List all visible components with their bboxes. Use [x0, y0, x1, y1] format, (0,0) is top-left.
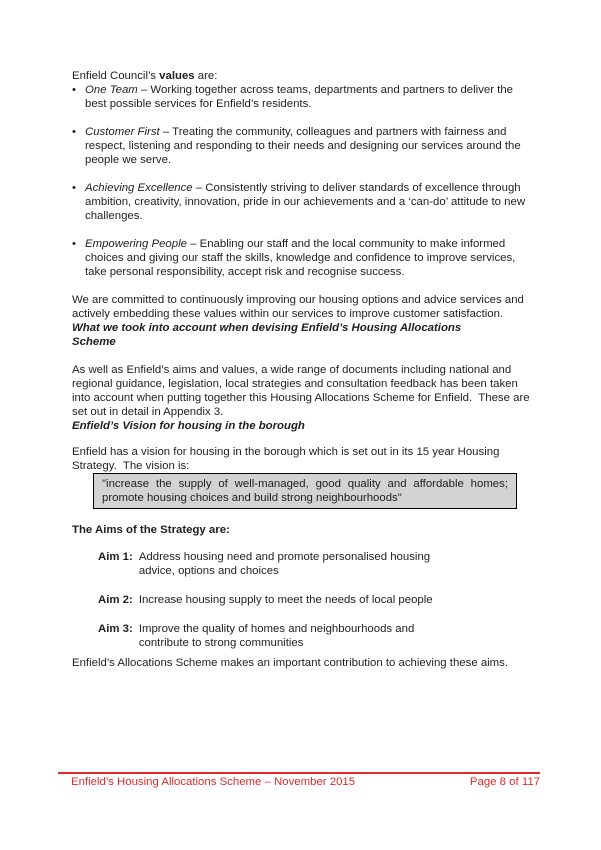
aim-item-2: [98, 593, 534, 607]
aim-item-1: [98, 550, 534, 578]
vision-quote-text: "increase the supply of well-managed, good quality and affordable homes; promote housing choices and build strong neighbourhoods": [102, 478, 508, 504]
closing-paragraph: Enfield’s Allocations Scheme makes an important contribution to achieving these aims.: [72, 657, 509, 669]
vision-heading: Enfield’s Vision for housing in the borough: [72, 420, 305, 432]
aim-item-3: [98, 622, 534, 650]
aim-label: Aim 2:: [98, 594, 133, 606]
bullet-marker: •: [72, 238, 76, 250]
value-bullet-achieving-excellence: [72, 181, 534, 223]
intro-bold-word: values: [159, 70, 195, 82]
intro-line: [72, 69, 534, 83]
value-bullet-empowering-people: [72, 237, 534, 279]
value-bullet-one-team: [72, 83, 534, 111]
value-text: – Consistently striving to deliver standards of excellence through ambition, creativity, innovation, pride in our achievements and a ‘can-do’ attitude to new challenges.: [85, 182, 526, 222]
value-text: – Enabling our staff and the local community to make informed choices and giving our staff the skills, knowledge and confidence to improve services, take personal responsibility, accept risk and recognise success.: [85, 238, 516, 278]
intro-pre: Enfield Council’s: [72, 70, 160, 82]
aim-text: Increase housing supply to meet the needs of local people: [138, 594, 433, 606]
vision-paragraph: Enfield has a vision for housing in the borough which is set out in its 15 year Housing Strategy. The vision is:: [72, 446, 503, 472]
aim-text: Improve the quality of homes and neighbourhoods and contribute to strong communities: [138, 623, 415, 649]
value-name: Achieving Excellence: [85, 182, 193, 194]
document-body: [72, 69, 534, 670]
bullet-marker: •: [72, 182, 76, 194]
intro-post: are:: [194, 70, 218, 82]
footer-page-number: Page 8 of 117: [469, 776, 540, 788]
page-footer: [58, 772, 540, 789]
aim-label: Aim 1:: [98, 551, 133, 563]
bullet-marker: •: [72, 84, 76, 96]
footer-document-title: Enfield’s Housing Allocations Scheme – November 2015: [71, 776, 356, 788]
commitment-paragraph: We are committed to continuously improving our housing options and advice services and actively embedding these values within our services to improve customer satisfaction.: [72, 294, 528, 320]
account-heading: What we took into account when devising Enfield’s Housing Allocations Scheme: [72, 322, 462, 348]
value-text: – Working together across teams, departments and partners to deliver the best possible services for Enfield’s residents.: [85, 84, 514, 110]
aim-text: Address housing need and promote personalised housing advice, options and choices: [138, 551, 431, 577]
value-bullet-customer-first: [72, 125, 534, 167]
value-name: One Team: [85, 84, 138, 96]
value-name: Empowering People: [85, 238, 187, 250]
aims-heading: The Aims of the Strategy are:: [72, 524, 230, 536]
account-paragraph: As well as Enfield’s aims and values, a wide range of documents including national and regional guidance, legislation, local strategies and consultation feedback has been taken into account when putting together this Housing Allocations Scheme for Enfield. These are set out in detail in Appendix 3.: [72, 364, 533, 418]
bullet-marker: •: [72, 126, 76, 138]
aim-label: Aim 3:: [98, 623, 133, 635]
value-text: – Treating the community, colleagues and partners with fairness and respect, listening and responding to their needs and designing our services around the people we serve.: [85, 126, 521, 166]
vision-quote-box: [93, 473, 517, 509]
value-name: Customer First: [85, 126, 160, 138]
values-list: [72, 83, 534, 279]
